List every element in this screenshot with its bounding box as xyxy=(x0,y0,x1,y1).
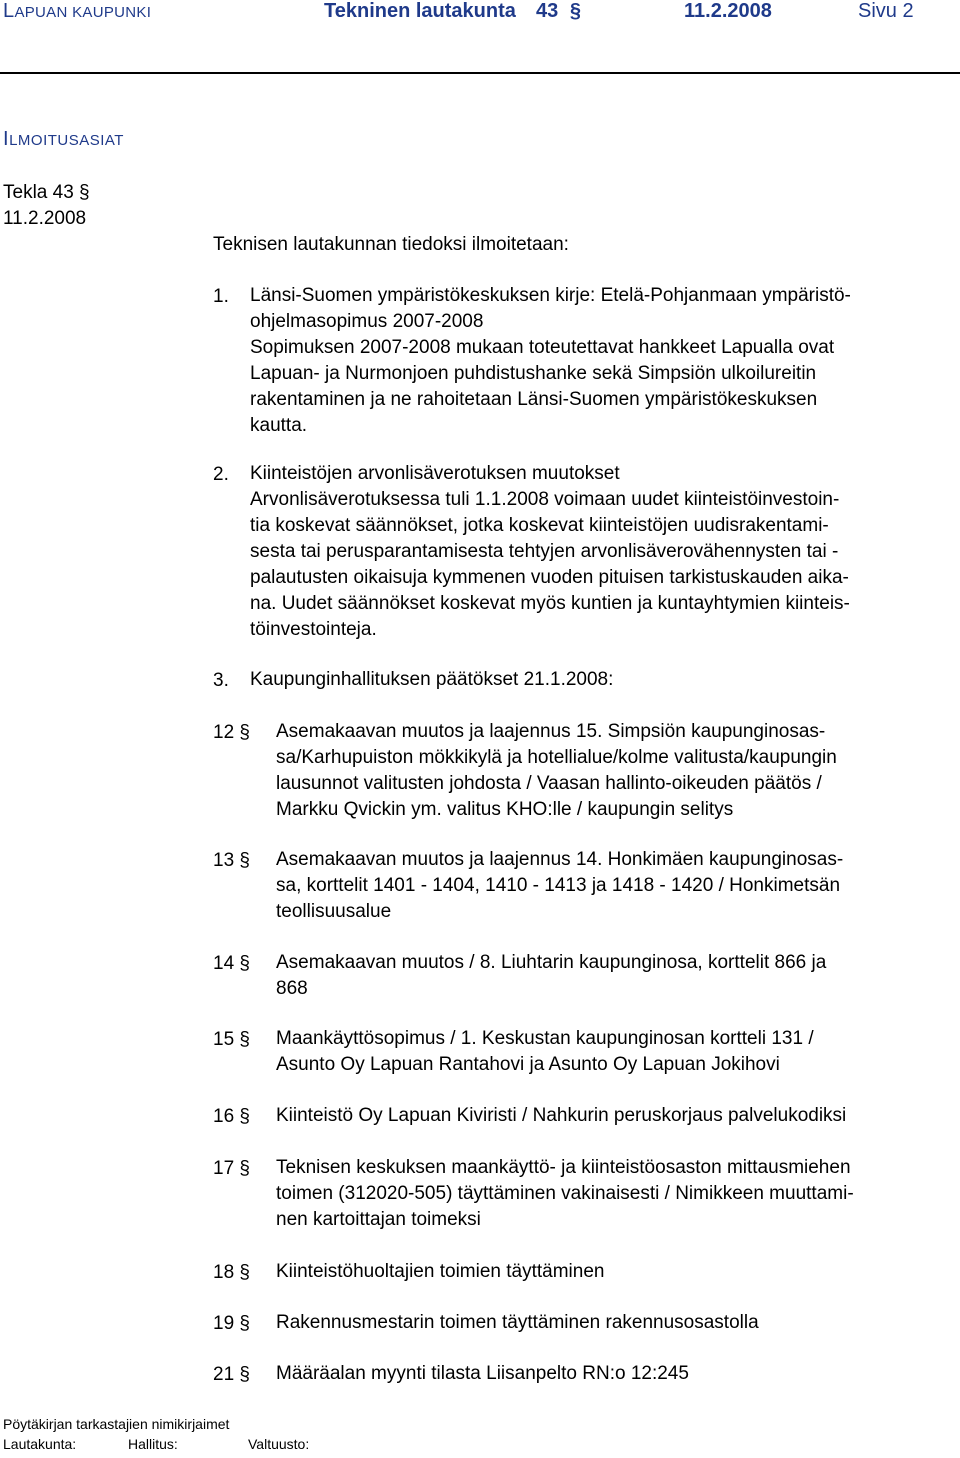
section-number xyxy=(536,0,581,23)
point-line: ohjelmasopimus 2007-2008 xyxy=(250,311,484,332)
item-line: teollisuusalue xyxy=(276,901,392,922)
section-title-rest: LMOITUSASIAT xyxy=(9,132,124,149)
org-initial: L xyxy=(3,0,15,22)
item-line: Asemakaavan muutos ja laajennus 15. Simpsiön kaupunginosas- xyxy=(276,721,826,742)
meeting-date: 11.2.2008 xyxy=(684,0,772,22)
footer-government-label: Hallitus: xyxy=(128,1436,178,1452)
item-line: Markku Qvickin ym. valitus KHO:lle / kaupungin selitys xyxy=(276,799,734,820)
point-number: 2. xyxy=(213,464,229,485)
item-body xyxy=(276,950,956,1002)
item-line: toimen (312020-505) täyttäminen vakinaisesti / Nimikkeen muuttami- xyxy=(276,1183,854,1204)
reference: Tekla 43 § xyxy=(3,182,90,203)
item-line: Asunto Oy Lapuan Rantahovi ja Asunto Oy Lapuan Jokihovi xyxy=(276,1054,780,1075)
header-rule xyxy=(0,72,960,74)
item-number: 12 § xyxy=(213,722,250,743)
point-body xyxy=(250,283,950,439)
item-line: nen kartoittajan toimeksi xyxy=(276,1209,481,1230)
item-body xyxy=(276,1310,956,1336)
footer-board-label: Lautakunta: xyxy=(3,1436,77,1452)
point-body xyxy=(250,461,950,643)
item-number: 18 § xyxy=(213,1262,250,1283)
item-body xyxy=(276,1259,956,1285)
footer-initials-label: Pöytäkirjan tarkastajien nimikirjaimet xyxy=(3,1416,230,1432)
footer-council-label: Valtuusto: xyxy=(248,1436,310,1452)
item-line: Kiinteistö Oy Lapuan Kiviristi / Nahkurin peruskorjaus palvelukodiksi xyxy=(276,1105,847,1126)
item-line: sa/Karhupuiston mökkikylä ja hotellialue/kolme valitusta/kaupungin xyxy=(276,747,837,768)
item-number: 21 § xyxy=(213,1364,250,1385)
item-body xyxy=(276,1103,956,1129)
point-body xyxy=(250,667,950,693)
item-line: 868 xyxy=(276,978,308,999)
section-num-value: 43 xyxy=(536,0,559,22)
board-name: Tekninen lautakunta xyxy=(324,0,516,22)
point-line: Länsi-Suomen ympäristökeskuksen kirje: Etelä-Pohjanmaan ympäristö- xyxy=(250,285,851,306)
item-body xyxy=(276,1026,956,1078)
item-body xyxy=(276,719,956,823)
point-line: töinvestointeja. xyxy=(250,619,377,640)
point-line: Arvonlisäverotuksessa tuli 1.1.2008 voimaan uudet kiinteistöinvestoin- xyxy=(250,489,840,510)
point-line: rakentaminen ja ne rahoitetaan Länsi-Suomen ympäristökeskuksen xyxy=(250,389,818,410)
point-line: kautta. xyxy=(250,415,308,436)
point-line: palautusten oikaisuja kymmenen vuoden pituisen tarkistuskauden aika- xyxy=(250,567,849,588)
item-number: 16 § xyxy=(213,1106,250,1127)
item-line: Määräalan myynti tilasta Liisanpelto RN:o 12:245 xyxy=(276,1363,689,1384)
item-line: Maankäyttösopimus / 1. Keskustan kaupunginosan kortteli 131 / xyxy=(276,1028,814,1049)
point-line: Kiinteistöjen arvonlisäverotuksen muutokset xyxy=(250,463,620,484)
page-number: Sivu 2 xyxy=(858,0,914,22)
item-line: sa, korttelit 1401 - 1404, 1410 - 1413 ja 1418 - 1420 / Honkimetsän xyxy=(276,875,841,896)
item-number: 13 § xyxy=(213,850,250,871)
section-title xyxy=(3,128,124,151)
point-number: 3. xyxy=(213,670,229,691)
organization-name xyxy=(3,0,151,23)
item-number: 15 § xyxy=(213,1029,250,1050)
point-line: tia koskevat säännökset, jotka koskevat kiinteistöjen uudisrakentami- xyxy=(250,515,829,536)
item-number: 19 § xyxy=(213,1313,250,1334)
item-line: Rakennusmestarin toimen täyttäminen rakennusosastolla xyxy=(276,1312,759,1333)
point-line: sesta tai perusparantamisesta tehtyjen arvonlisäverovähennysten tai - xyxy=(250,541,839,562)
item-line: Asemakaavan muutos ja laajennus 14. Honkimäen kaupunginosas- xyxy=(276,849,844,870)
point-line: na. Uudet säännökset koskevat myös kuntien ja kuntayhtymien kiinteis- xyxy=(250,593,850,614)
section-sign: § xyxy=(569,0,581,22)
item-line: Kiinteistöhuoltajien toimien täyttäminen xyxy=(276,1261,605,1282)
item-line: Teknisen keskuksen maankäyttö- ja kiinteistöosaston mittausmiehen xyxy=(276,1157,851,1178)
item-body xyxy=(276,1361,956,1387)
item-line: lausunnot valitusten johdosta / Vaasan hallinto-oikeuden päätös / xyxy=(276,773,822,794)
intro-text: Teknisen lautakunnan tiedoksi ilmoitetaan: xyxy=(213,234,569,255)
point-line: Lapuan- ja Nurmonjoen puhdistushanke sekä Simpsiön ulkoilureitin xyxy=(250,363,817,384)
item-body xyxy=(276,847,956,925)
point-line: Sopimuksen 2007-2008 mukaan toteutettavat hankkeet Lapualla ovat xyxy=(250,337,835,358)
point-number: 1. xyxy=(213,286,229,307)
item-body xyxy=(276,1155,956,1233)
item-number: 14 § xyxy=(213,953,250,974)
point-line: Kaupunginhallituksen päätökset 21.1.2008: xyxy=(250,669,614,690)
reference-date: 11.2.2008 xyxy=(3,208,87,229)
item-line: Asemakaavan muutos / 8. Liuhtarin kaupunginosa, korttelit 866 ja xyxy=(276,952,827,973)
item-number: 17 § xyxy=(213,1158,250,1179)
org-rest: APUAN KAUPUNKI xyxy=(14,4,152,21)
section-title-initial: I xyxy=(3,128,10,150)
